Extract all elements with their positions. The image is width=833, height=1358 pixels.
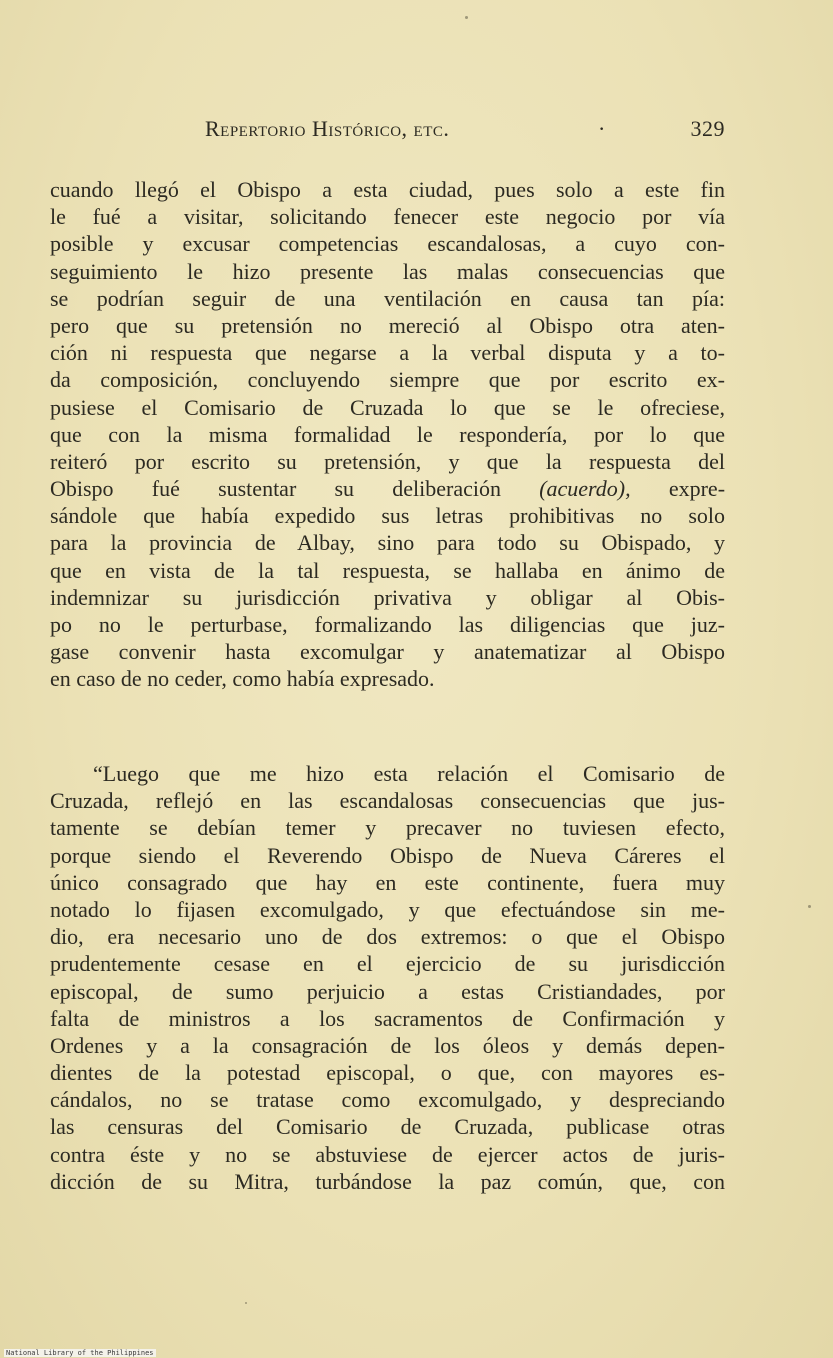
text-line: notado lo fijasen excomulgado, y que efectuándose sin me- [50,896,725,922]
text-segment: expre- [668,476,726,502]
text-line: único consagrado que hay en este continente, fuera muy [50,869,725,895]
text-line: porque siendo el Reverendo Obispo de Nueva Cáreres el [50,842,725,868]
paper-speck [245,1302,247,1304]
library-credit: National Library of the Philippines [6,1349,154,1357]
italic-term: (acuerdo), [539,476,631,502]
text-line: seguimiento le hizo presente las malas consecuencias que [50,258,725,284]
text-line: falta de ministros a los sacramentos de Confirmación y [50,1005,725,1031]
text-line: en caso de no ceder, como había expresado. [50,666,435,692]
text-line: las censuras del Comisario de Cruzada, publicase otras [50,1114,725,1140]
text-line: se podrían seguir de una ventilación en causa tan pía: [50,285,725,311]
running-header [205,116,725,146]
text-line: dio, era necesario uno de dos extremos: o que el Obispo [50,924,725,950]
header-separator: · [598,116,606,141]
text-line: cuando llegó el Obispo a esta ciudad, pues solo a este fin [50,177,725,202]
text-line: tamente se debían temer y precaver no tuviesen efecto, [50,815,725,841]
text-line: para la provincia de Albay, sino para todo su Obispado, y [50,530,725,556]
text-line: po no le perturbase, formalizando las diligencias que juz- [50,612,725,637]
text-line: que en vista de la tal respuesta, se hallaba en ánimo de [50,557,725,583]
text-line: dicción de su Mitra, turbándose la paz común, que, con [50,1168,725,1194]
text-line: reiteró por escrito su pretensión, y que la respuesta del [50,448,725,474]
text-line: “Luego que me hizo esta relación el Comisario de [93,761,725,786]
text-line: pero que su pretensión no mereció al Obispo otra aten- [50,312,725,338]
text-line: que con la misma formalidad le respondería, por lo que [50,421,725,447]
paragraph-2 [50,760,725,1195]
text-line: pusiese el Comisario de Cruzada lo que se le ofreciese, [50,394,725,420]
text-line [50,475,725,502]
text-segment: Obispo fué sustentar su deliberación [50,476,501,502]
text-line: indemnizar su jurisdicción privativa y obligar al Obis- [50,584,725,610]
text-line: posible y excusar competencias escandalosas, a cuyo con- [50,231,725,257]
text-line: contra éste y no se abstuviese de ejercer actos de juris- [50,1141,725,1167]
text-line: gase convenir hasta excomulgar y anatematizar al Obispo [50,639,725,665]
text-line: sándole que había expedido sus letras prohibitivas no solo [50,503,725,529]
paper-speck [465,16,468,19]
text-line: Cruzada, reflejó en las escandalosas consecuencias que jus- [50,788,725,814]
text-line: cándalos, no se tratase como excomulgado, y despreciando [50,1087,725,1113]
text-line: prudentemente cesase en el ejercicio de su jurisdicción [50,951,725,977]
paragraph-1 [50,176,725,693]
text-line: ción ni respuesta que negarse a la verbal disputa y a to- [50,340,725,366]
paper-speck [808,905,811,908]
text-line: episcopal, de sumo perjuicio a estas Cristiandades, por [50,978,725,1004]
page-number: 329 [690,116,725,141]
text-line: le fué a visitar, solicitando fenecer este negocio por vía [50,204,725,230]
text-line: dientes de la potestad episcopal, o que, con mayores es- [50,1060,725,1086]
text-line: da composición, concluyendo siempre que por escrito ex- [50,367,725,393]
text-line: Ordenes y a la consagración de los óleos y demás depen- [50,1032,725,1058]
running-title: Repertorio Histórico, etc. [205,116,450,141]
